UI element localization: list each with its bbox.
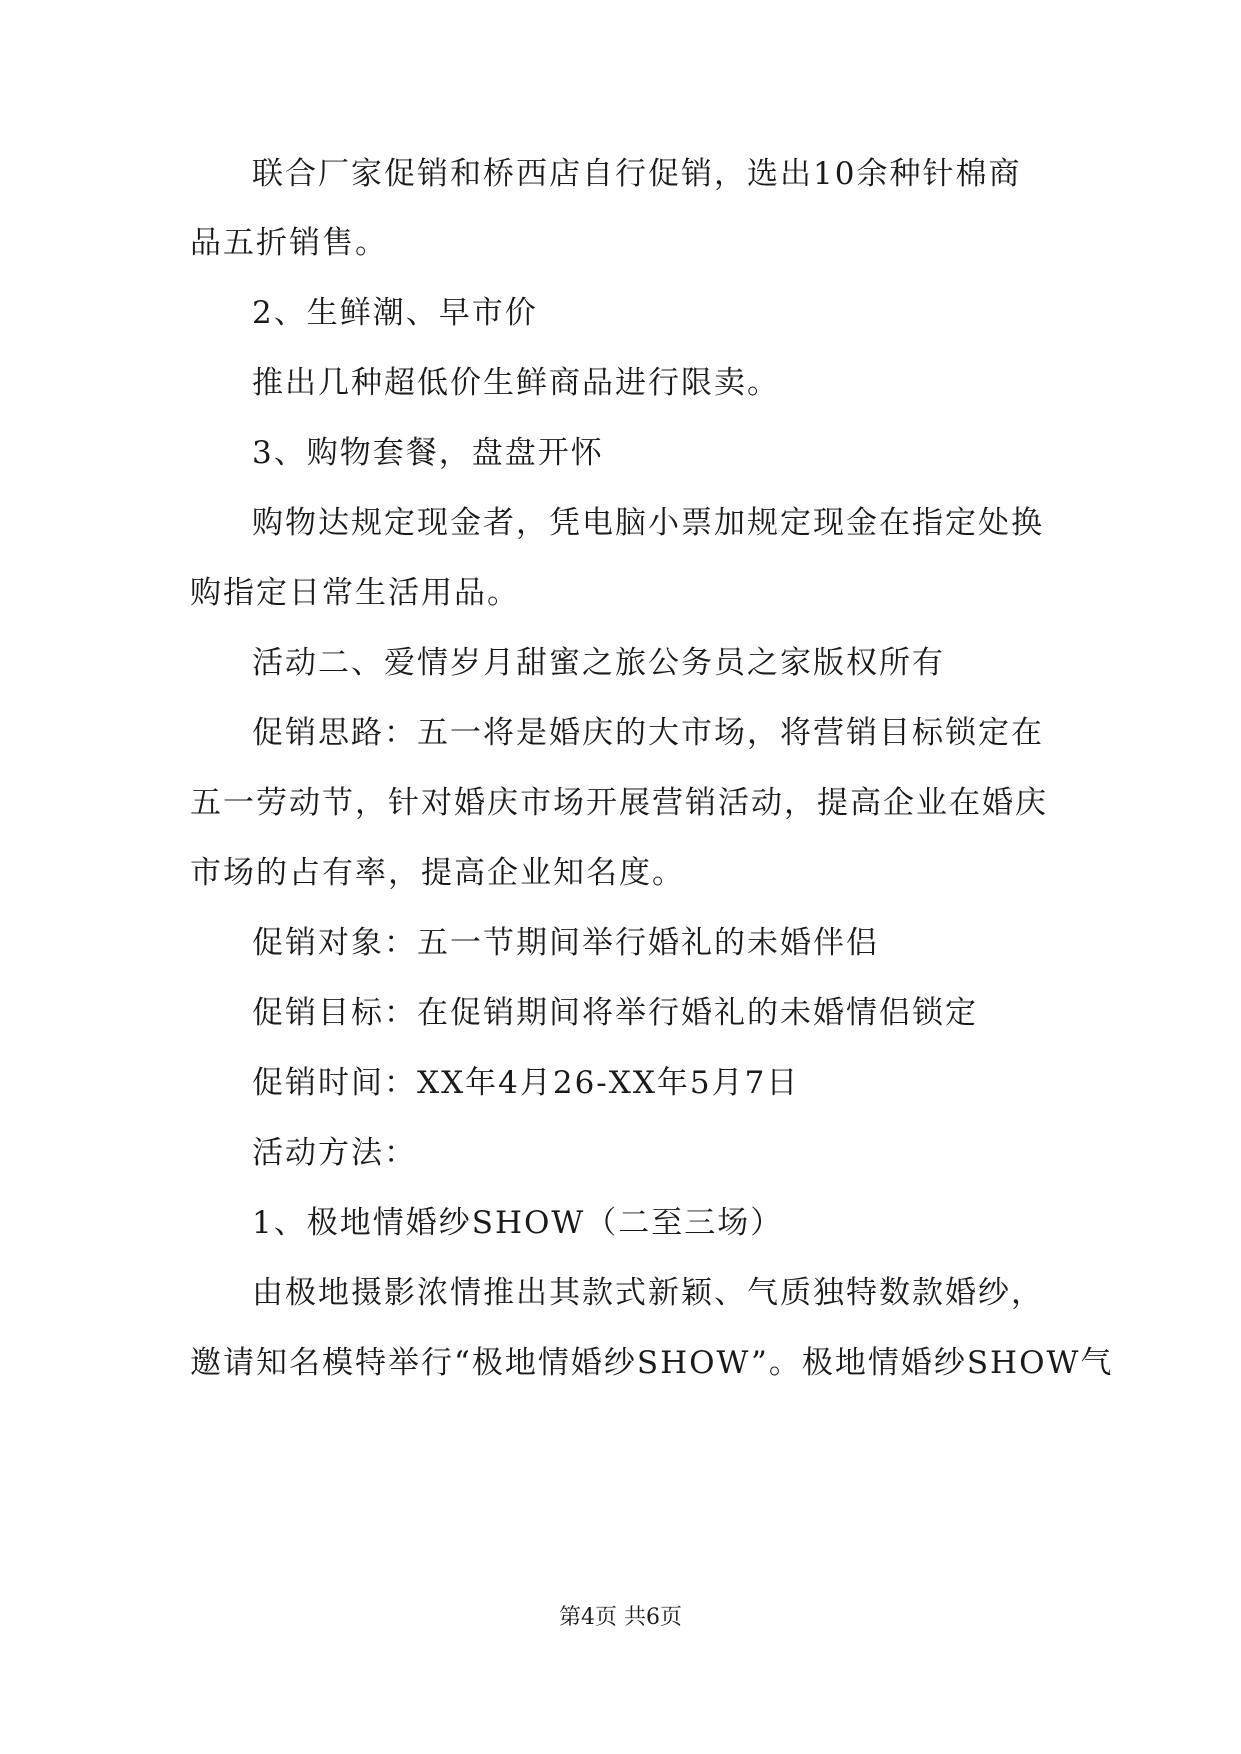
list-heading: 2、生鲜潮、早市价 — [252, 295, 538, 331]
paragraph-line: 促销对象：五一节期间举行婚礼的未婚伴侣 — [252, 925, 879, 961]
paragraph-line: 购物达规定现金者，凭电脑小票加规定现金在指定处换 — [252, 505, 1044, 541]
paragraph-line: 联合厂家促销和桥西店自行促销，选出10余种针棉商 — [252, 156, 1022, 192]
page-footer: 第4页 共6页 — [559, 1605, 682, 1630]
list-heading: 3、购物套餐，盘盘开怀 — [252, 435, 604, 471]
paragraph-line: 促销目标：在促销期间将举行婚礼的未婚情侣锁定 — [252, 995, 978, 1031]
paragraph-line: 推出几种超低价生鲜商品进行限卖。 — [252, 365, 780, 401]
paragraph-line: 促销时间：XX年4月26-XX年5月7日 — [252, 1065, 800, 1101]
section-heading: 活动二、爱情岁月甜蜜之旅公务员之家版权所有 — [252, 645, 945, 681]
paragraph-line: 活动方法： — [252, 1135, 417, 1171]
paragraph-line: 市场的占有率，提高企业知名度。 — [190, 855, 685, 891]
list-heading: 1、极地情婚纱SHOW（二至三场） — [252, 1205, 784, 1241]
paragraph-line: 由极地摄影浓情推出其款式新颖、气质独特数款婚纱， — [252, 1275, 1044, 1311]
paragraph-line: 购指定日常生活用品。 — [190, 575, 520, 611]
paragraph-line: 品五折销售。 — [190, 225, 388, 261]
paragraph-line: 邀请知名模特举行“极地情婚纱SHOW”。极地情婚纱SHOW气 — [190, 1345, 1114, 1381]
paragraph-line: 五一劳动节，针对婚庆市场开展营销活动，提高企业在婚庆 — [190, 785, 1048, 821]
paragraph-line: 促销思路：五一将是婚庆的大市场，将营销目标锁定在 — [252, 715, 1044, 751]
